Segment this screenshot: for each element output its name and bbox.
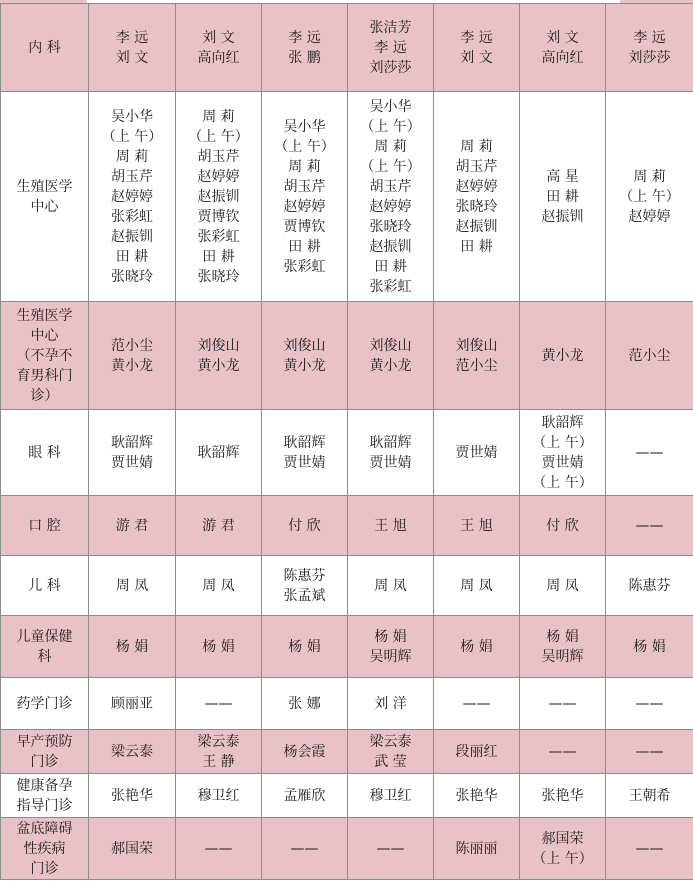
schedule-cell: [89, 678, 176, 730]
doctor-name-line: 周 凤: [374, 577, 407, 594]
schedule-cell: [520, 4, 606, 92]
table-row: [1, 616, 693, 678]
schedule-cell: [262, 496, 348, 556]
doctor-name-line: 赵婷婷: [197, 168, 240, 185]
schedule-cell: [176, 678, 262, 730]
department-name-line: 门诊: [30, 753, 59, 770]
doctor-name-line: 刘莎莎: [628, 49, 671, 66]
schedule-cell: [262, 818, 348, 880]
schedule-cell: [606, 496, 693, 556]
doctor-name-line: 张晓玲: [369, 218, 412, 235]
department-name-line: 口 腔: [28, 517, 61, 534]
schedule-cell: [262, 774, 348, 818]
doctor-name-line: 张彩虹: [197, 228, 240, 245]
schedule-cell: [262, 678, 348, 730]
schedule-cell: [176, 556, 262, 616]
doctor-name-line: 耿韶辉: [197, 444, 240, 461]
doctor-name-line: 范小尘: [455, 357, 498, 374]
schedule-cell: [520, 818, 606, 880]
doctor-name-line: （上 午）: [360, 158, 421, 175]
doctor-name-line: 周 凤: [546, 577, 579, 594]
schedule-cell: [520, 556, 606, 616]
doctor-name-line: 张彩虹: [369, 278, 412, 295]
doctor-name-line: ——: [635, 840, 664, 857]
schedule-cell: [520, 616, 606, 678]
schedule-cell: [176, 410, 262, 496]
doctor-name-line: 赵婷婷: [455, 178, 498, 195]
doctor-name-line: （上 午）: [188, 128, 249, 145]
doctor-name-line: 高向红: [541, 49, 584, 66]
department-name-line: 科: [37, 648, 52, 665]
schedule-table: [0, 3, 693, 880]
department-name-line: 儿童保健: [16, 628, 73, 645]
table-row: [1, 818, 693, 880]
schedule-cell: [434, 730, 520, 774]
department-cell: [1, 616, 89, 678]
schedule-cell: [176, 496, 262, 556]
schedule-cell: [89, 616, 176, 678]
table-row: [1, 92, 693, 302]
schedule-cell: [176, 616, 262, 678]
doctor-name-line: （上 午）: [101, 128, 163, 145]
doctor-name-line: 田 耕: [460, 238, 493, 255]
schedule-cell: [434, 410, 520, 496]
department-name-line: 生殖医学: [16, 178, 73, 195]
table-row: [1, 774, 693, 818]
department-cell: [1, 556, 89, 616]
doctor-name-line: （上 午）: [619, 188, 680, 205]
doctor-name-line: 穆卫红: [369, 787, 412, 804]
doctor-name-line: 段丽红: [455, 743, 498, 760]
doctor-name-line: 杨 娟: [546, 628, 579, 645]
schedule-cell: [89, 774, 176, 818]
department-cell: [1, 92, 89, 302]
doctor-name-line: 贾世婧: [369, 454, 412, 471]
doctor-name-line: 贾世婧: [541, 454, 584, 471]
department-name-line: 性疾病: [23, 840, 66, 857]
department-cell: [1, 302, 89, 410]
department-name-line: 早产预防: [16, 733, 73, 750]
department-name-line: 药学门诊: [16, 695, 73, 712]
doctor-name-line: 刘俊山: [283, 337, 326, 354]
schedule-cell: [520, 302, 606, 410]
doctor-name-line: 刘俊山: [197, 337, 240, 354]
doctor-name-line: 贾博钦: [283, 218, 326, 235]
department-cell: [1, 818, 89, 880]
doctor-name-line: 张艳华: [111, 787, 153, 804]
doctor-name-line: 高向红: [197, 49, 240, 66]
doctor-name-line: 吴小华: [111, 108, 153, 125]
doctor-name-line: 范小尘: [111, 337, 153, 354]
schedule-cell: [606, 302, 693, 410]
doctor-name-line: 黄小龙: [541, 347, 584, 364]
department-cell: [1, 678, 89, 730]
schedule-cell: [348, 678, 434, 730]
schedule-cell: [348, 92, 434, 302]
doctor-name-line: 吴小华: [283, 118, 326, 135]
schedule-cell: [606, 4, 693, 92]
doctor-name-line: 付 欣: [288, 517, 321, 534]
doctor-name-line: ——: [548, 695, 577, 712]
doctor-name-line: 周 凤: [460, 577, 493, 594]
department-name-line: 诊）: [30, 387, 59, 404]
schedule-cell: [434, 774, 520, 818]
department-cell: [1, 410, 89, 496]
schedule-cell: [262, 4, 348, 92]
doctor-name-line: 周 凤: [202, 577, 235, 594]
doctor-name-line: ——: [204, 695, 233, 712]
doctor-name-line: （上 午）: [532, 474, 593, 491]
doctor-name-line: 周 莉: [374, 138, 407, 155]
schedule-cell: [348, 302, 434, 410]
schedule-cell: [348, 496, 434, 556]
doctor-name-line: ——: [635, 517, 664, 534]
schedule-cell: [520, 678, 606, 730]
doctor-name-line: （上 午）: [360, 118, 421, 135]
doctor-name-line: 张彩虹: [283, 258, 326, 275]
table-row: [1, 410, 693, 496]
doctor-name-line: 张 娜: [288, 695, 321, 712]
department-name-line: 中心: [30, 327, 59, 344]
department-name-line: 盆底障碍: [16, 820, 73, 837]
table-row: [1, 496, 693, 556]
department-cell: [1, 730, 89, 774]
department-name-line: 中心: [30, 198, 59, 215]
doctor-name-line: 游 君: [202, 517, 235, 534]
doctor-name-line: ——: [635, 743, 664, 760]
schedule-cell: [348, 556, 434, 616]
schedule-cell: [606, 730, 693, 774]
doctor-name-line: 张彩虹: [111, 208, 153, 225]
doctor-name-line: 杨 娟: [374, 628, 407, 645]
doctor-name-line: 黄小龙: [369, 357, 412, 374]
doctor-name-line: 张艳华: [541, 787, 584, 804]
schedule-cell: [434, 302, 520, 410]
schedule-cell: [176, 92, 262, 302]
table-row: [1, 302, 693, 410]
schedule-cell: [176, 730, 262, 774]
doctor-name-line: 杨 娟: [460, 638, 493, 655]
department-name-line: （不孕不: [16, 347, 73, 364]
table-row: [1, 4, 693, 92]
schedule-cell: [434, 496, 520, 556]
schedule-cell: [176, 4, 262, 92]
doctor-name-line: ——: [204, 840, 233, 857]
doctor-name-line: 周 莉: [460, 138, 493, 155]
schedule-cell: [606, 774, 693, 818]
schedule-cell: [89, 302, 176, 410]
doctor-name-line: 黄小龙: [111, 357, 153, 374]
doctor-name-line: 赵振钏: [369, 238, 412, 255]
doctor-name-line: 周 莉: [202, 108, 235, 125]
schedule-cell: [348, 818, 434, 880]
schedule-cell: [89, 92, 176, 302]
department-name-line: 健康备孕: [16, 777, 73, 794]
doctor-name-line: 刘俊山: [455, 337, 498, 354]
doctor-name-line: 梁云泰: [369, 733, 412, 750]
doctor-name-line: 赵婷婷: [628, 208, 671, 225]
doctor-name-line: 周 莉: [288, 158, 321, 175]
department-name-line: 内 科: [28, 39, 61, 56]
doctor-name-line: 范小尘: [628, 347, 671, 364]
doctor-name-line: 周 莉: [633, 168, 666, 185]
doctor-name-line: 李 远: [374, 39, 407, 56]
department-name-line: 生殖医学: [16, 307, 73, 324]
doctor-name-line: 田 耕: [374, 258, 407, 275]
schedule-cell: [434, 556, 520, 616]
doctor-name-line: 游 君: [115, 517, 149, 534]
doctor-name-line: ——: [635, 444, 664, 461]
doctor-name-line: 顾丽亚: [111, 695, 153, 712]
schedule-cell: [89, 4, 176, 92]
doctor-name-line: 赵婷婷: [283, 198, 326, 215]
doctor-name-line: 赵振钏: [111, 228, 153, 245]
doctor-name-line: 贾世婧: [111, 454, 153, 471]
doctor-name-line: 赵振钏: [541, 208, 584, 225]
doctor-name-line: 吴明辉: [541, 648, 584, 665]
schedule-cell: [262, 616, 348, 678]
doctor-name-line: 黄小龙: [283, 357, 326, 374]
schedule-cell: [348, 4, 434, 92]
doctor-name-line: ——: [635, 695, 664, 712]
doctor-name-line: （上 午）: [532, 434, 593, 451]
doctor-name-line: 赵婷婷: [369, 198, 412, 215]
schedule-cell: [89, 730, 176, 774]
schedule-cell: [606, 556, 693, 616]
doctor-name-line: 李 远: [115, 29, 149, 46]
doctor-name-line: 吴明辉: [369, 648, 412, 665]
department-name-line: 指导门诊: [16, 797, 73, 814]
doctor-name-line: 孟雁欣: [283, 787, 326, 804]
doctor-name-line: 李 远: [633, 29, 666, 46]
doctor-name-line: 张艳华: [455, 787, 498, 804]
doctor-name-line: 贾世婧: [283, 454, 326, 471]
doctor-name-line: 梁云泰: [111, 743, 153, 760]
doctor-name-line: 田 耕: [115, 248, 149, 265]
doctor-name-line: 李 远: [288, 29, 321, 46]
schedule-cell: [434, 4, 520, 92]
schedule-cell: [89, 410, 176, 496]
doctor-name-line: 郝国荣: [541, 830, 584, 847]
doctor-name-line: 张晓玲: [197, 268, 240, 285]
doctor-name-line: 付 欣: [546, 517, 579, 534]
doctor-name-line: 周 莉: [115, 148, 149, 165]
schedule-cell: [89, 818, 176, 880]
schedule-cell: [348, 730, 434, 774]
schedule-cell: [606, 678, 693, 730]
doctor-name-line: 胡玉芹: [197, 148, 240, 165]
schedule-cell: [348, 410, 434, 496]
doctor-name-line: 刘 文: [202, 29, 235, 46]
doctor-name-line: 杨 娟: [288, 638, 321, 655]
doctor-name-line: 杨会霞: [283, 743, 326, 760]
table-row: [1, 678, 693, 730]
schedule-cell: [89, 496, 176, 556]
doctor-name-line: 胡玉芹: [111, 168, 153, 185]
schedule-cell: [262, 556, 348, 616]
schedule-body: [1, 4, 693, 880]
schedule-cell: [434, 678, 520, 730]
doctor-name-line: 李 远: [460, 29, 493, 46]
schedule-cell: [520, 410, 606, 496]
doctor-name-line: 耿韶辉: [283, 434, 326, 451]
doctor-name-line: ——: [548, 743, 577, 760]
doctor-name-line: 吴小华: [369, 98, 412, 115]
schedule-cell: [176, 302, 262, 410]
schedule-cell: [606, 92, 693, 302]
doctor-name-line: 杨 娟: [115, 638, 149, 655]
department-cell: [1, 4, 89, 92]
doctor-name-line: 刘俊山: [369, 337, 412, 354]
department-name-line: 育男科门: [16, 367, 73, 384]
doctor-name-line: 张晓玲: [455, 198, 498, 215]
schedule-cell: [262, 410, 348, 496]
doctor-name-line: 赵婷婷: [111, 188, 153, 205]
doctor-name-line: 郝国荣: [111, 840, 153, 857]
department-name-line: 门诊: [30, 860, 59, 877]
schedule-cell: [89, 556, 176, 616]
doctor-name-line: 张 鹏: [288, 49, 321, 66]
doctor-name-line: 贾世婧: [455, 444, 498, 461]
doctor-name-line: 田 耕: [546, 188, 579, 205]
doctor-name-line: （上 午）: [532, 850, 593, 867]
doctor-name-line: 胡玉芹: [369, 178, 412, 195]
doctor-name-line: 刘 文: [115, 49, 149, 66]
schedule-cell: [262, 730, 348, 774]
doctor-name-line: 黄小龙: [197, 357, 240, 374]
schedule-cell: [262, 92, 348, 302]
doctor-name-line: 张孟斌: [283, 587, 326, 604]
doctor-name-line: 陈丽丽: [455, 840, 498, 857]
doctor-name-line: 王 旭: [460, 517, 493, 534]
doctor-name-line: 赵振钏: [197, 188, 240, 205]
doctor-name-line: 陈惠芬: [628, 577, 671, 594]
doctor-name-line: 周 凤: [115, 577, 149, 594]
doctor-name-line: ——: [462, 695, 491, 712]
table-row: [1, 556, 693, 616]
doctor-name-line: 刘 文: [460, 49, 493, 66]
department-name-line: 眼 科: [28, 444, 61, 461]
schedule-cell: [348, 616, 434, 678]
doctor-name-line: 王 静: [202, 753, 235, 770]
schedule-cell: [520, 92, 606, 302]
doctor-name-line: 耿韶辉: [111, 434, 153, 451]
doctor-name-line: ——: [290, 840, 319, 857]
doctor-name-line: 高 星: [546, 168, 579, 185]
schedule-cell: [434, 616, 520, 678]
doctor-name-line: 穆卫红: [197, 787, 240, 804]
doctor-name-line: 王朝希: [628, 787, 671, 804]
doctor-name-line: 张洁芳: [369, 19, 412, 36]
doctor-name-line: 武 莹: [374, 753, 407, 770]
doctor-name-line: 田 耕: [288, 238, 321, 255]
schedule-cell: [520, 730, 606, 774]
doctor-name-line: 耿韶辉: [541, 414, 584, 431]
schedule-cell: [348, 774, 434, 818]
doctor-name-line: 陈惠芬: [283, 567, 326, 584]
doctor-name-line: （上 午）: [274, 138, 335, 155]
schedule-cell: [606, 818, 693, 880]
doctor-name-line: 刘 洋: [374, 695, 407, 712]
doctor-name-line: 胡玉芹: [283, 178, 326, 195]
doctor-name-line: 田 耕: [202, 248, 235, 265]
schedule-cell: [606, 410, 693, 496]
doctor-name-line: 梁云泰: [197, 733, 240, 750]
schedule-cell: [434, 92, 520, 302]
schedule-cell: [520, 774, 606, 818]
schedule-cell: [176, 774, 262, 818]
doctor-name-line: 张晓玲: [111, 268, 153, 285]
department-cell: [1, 496, 89, 556]
doctor-name-line: 杨 娟: [202, 638, 235, 655]
doctor-name-line: 王 旭: [374, 517, 407, 534]
table-row: [1, 730, 693, 774]
doctor-name-line: 耿韶辉: [369, 434, 412, 451]
doctor-name-line: 刘 文: [546, 29, 579, 46]
doctor-name-line: 赵振钏: [455, 218, 498, 235]
schedule-cell: [176, 818, 262, 880]
doctor-name-line: 刘莎莎: [369, 59, 412, 76]
schedule-cell: [606, 616, 693, 678]
doctor-name-line: 贾博钦: [197, 208, 240, 225]
schedule-cell: [434, 818, 520, 880]
department-name-line: 儿 科: [28, 577, 61, 594]
department-cell: [1, 774, 89, 818]
schedule-cell: [520, 496, 606, 556]
schedule-cell: [262, 302, 348, 410]
doctor-name-line: 胡玉芹: [455, 158, 498, 175]
doctor-name-line: ——: [376, 840, 405, 857]
doctor-name-line: 杨 娟: [633, 638, 666, 655]
